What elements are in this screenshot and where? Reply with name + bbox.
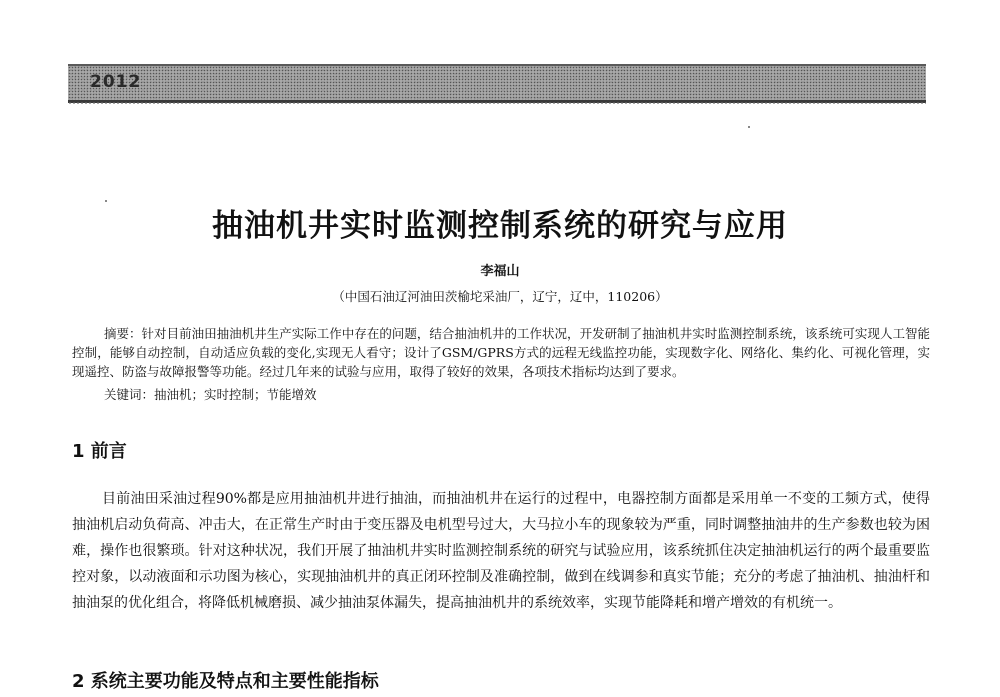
introduction-body xyxy=(72,486,930,616)
abstract xyxy=(72,324,930,381)
paper-title: 抽油机井实时监测控制系统的研究与应用 xyxy=(212,208,788,244)
header-divider xyxy=(68,101,926,105)
paper-author: 李福山 xyxy=(480,264,520,279)
paper-affiliation: （中国石油辽河油田茨榆坨采油厂，辽宁，辽中，110206） xyxy=(332,289,668,304)
section-heading-functions: 2 系统主要功能及特点和主要性能指标 xyxy=(72,671,379,692)
scan-speck xyxy=(748,126,750,128)
introduction-paragraph: 目前油田采油过程90%都是应用抽油机井进行抽油，而抽油机井在运行的过程中，电器控制方面都是采用单一不变的工频方式，使得抽油机启动负荷高、冲击大，在正常生产时由于变压器及电机型号过大，大马拉小车的现象较为严重，同时调整抽油井的生产参数也较为困难，操作也很繁琐。针对这种状况，我们开展了抽油机井实时监测控制系统的研究与试验应用，该系统抓住决定抽油机运行的两个最重要监控对象，以动液面和示功图为核心，实现抽油机井的真正闭环控制及准确控制，做到在线调参和真实节能；充分的考虑了抽油机、抽油杆和抽油泵的优化组合，将降低机械磨损、减少抽油泵体漏失，提高抽油机井的系统效率，实现节能降耗和增产增效的有机统一。 xyxy=(72,491,930,611)
header-year: 2012 xyxy=(90,72,142,92)
section-heading-introduction: 1 前言 xyxy=(72,441,127,462)
abstract-text: 摘要：针对目前油田抽油机井生产实际工作中存在的问题，结合抽油机井的工作状况，开发研制了抽油机井实时监测控制系统，该系统可实现人工智能控制，能够自动控制，自动适应负载的变化,实现无人看守；设计了GSM/GPRS方式的远程无线监控功能，实现数字化、网络化、集约化、可视化管理，实现遥控、防盗与故障报警等功能。经过几年来的试验与应用，取得了较好的效果，各项技术指标均达到了要求。 xyxy=(72,326,930,379)
journal-header-band xyxy=(68,64,926,103)
keywords: 关键词：抽油机；实时控制；节能增效 xyxy=(104,387,317,402)
